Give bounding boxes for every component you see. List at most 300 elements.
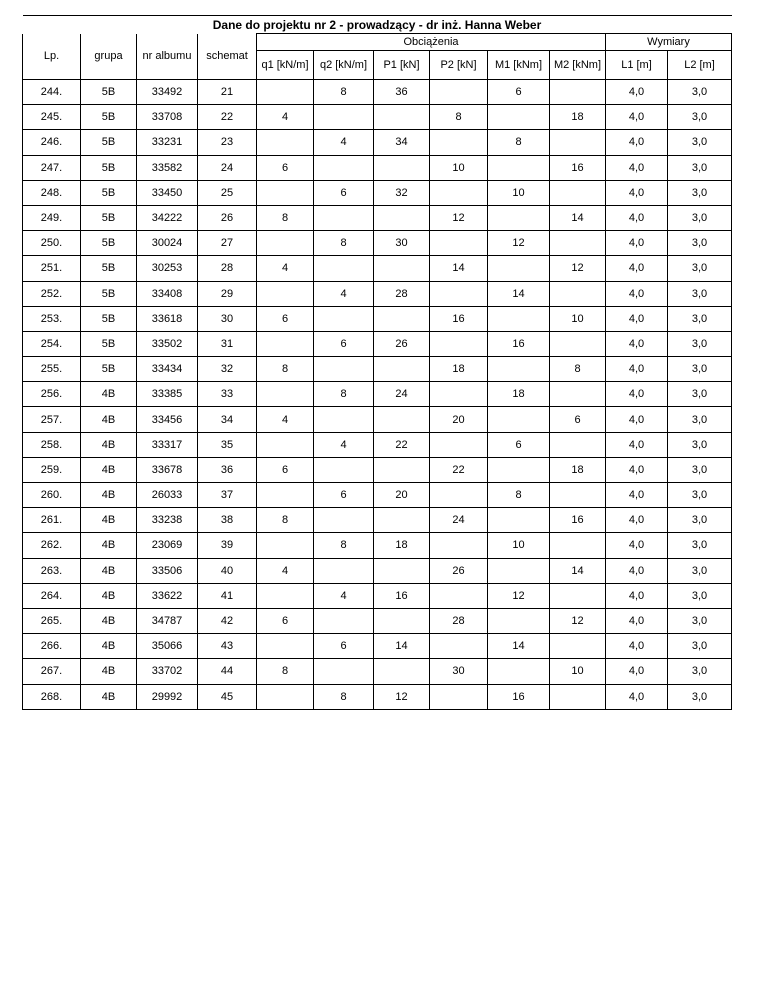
- cell-m1: 12: [488, 583, 550, 608]
- cell-p2: [430, 483, 488, 508]
- cell-q2: [314, 457, 374, 482]
- cell-nr-albumu: 33450: [137, 180, 198, 205]
- cell-q2: 6: [314, 483, 374, 508]
- cell-nr-albumu: 33317: [137, 432, 198, 457]
- cell-p1: 26: [374, 331, 430, 356]
- cell-grupa: 4B: [81, 533, 137, 558]
- cell-l1: 4,0: [606, 205, 668, 230]
- cell-m2: [550, 634, 606, 659]
- cell-q2: 6: [314, 634, 374, 659]
- cell-q1: 4: [257, 558, 314, 583]
- table-row: [23, 558, 732, 583]
- cell-grupa: 4B: [81, 684, 137, 709]
- cell-grupa: 5B: [81, 180, 137, 205]
- table-row: [23, 281, 732, 306]
- cell-schemat: 40: [198, 558, 257, 583]
- cell-p2: [430, 634, 488, 659]
- cell-grupa: 4B: [81, 583, 137, 608]
- cell-l2: 3,0: [668, 407, 732, 432]
- cell-schemat: 35: [198, 432, 257, 457]
- table-row: [23, 684, 732, 709]
- cell-p1: 32: [374, 180, 430, 205]
- cell-l1: 4,0: [606, 533, 668, 558]
- cell-q2: [314, 306, 374, 331]
- cell-m2: 18: [550, 457, 606, 482]
- cell-m2: 10: [550, 306, 606, 331]
- cell-q2: 6: [314, 331, 374, 356]
- cell-m1: 10: [488, 180, 550, 205]
- cell-q1: 8: [257, 205, 314, 230]
- cell-q1: 8: [257, 508, 314, 533]
- cell-lp: 245.: [23, 105, 81, 130]
- cell-m2: [550, 533, 606, 558]
- cell-lp: 247.: [23, 155, 81, 180]
- cell-p1: 24: [374, 382, 430, 407]
- cell-l2: 3,0: [668, 457, 732, 482]
- cell-p2: 30: [430, 659, 488, 684]
- cell-p2: [430, 583, 488, 608]
- cell-p1: [374, 508, 430, 533]
- group-header-loads: Obciążenia: [257, 34, 606, 51]
- cell-l1: 4,0: [606, 432, 668, 457]
- cell-p2: 18: [430, 357, 488, 382]
- cell-grupa: 5B: [81, 130, 137, 155]
- cell-lp: 246.: [23, 130, 81, 155]
- cell-m1: [488, 659, 550, 684]
- cell-p1: 36: [374, 80, 430, 105]
- cell-q2: 4: [314, 432, 374, 457]
- cell-m2: [550, 231, 606, 256]
- cell-grupa: 5B: [81, 231, 137, 256]
- cell-lp: 261.: [23, 508, 81, 533]
- cell-p2: 22: [430, 457, 488, 482]
- cell-m2: [550, 281, 606, 306]
- cell-p2: 26: [430, 558, 488, 583]
- cell-p1: [374, 407, 430, 432]
- cell-p2: [430, 180, 488, 205]
- cell-l2: 3,0: [668, 256, 732, 281]
- cell-l2: 3,0: [668, 533, 732, 558]
- table-row: [23, 432, 732, 457]
- cell-q1: [257, 331, 314, 356]
- cell-p1: 28: [374, 281, 430, 306]
- cell-q1: 6: [257, 608, 314, 633]
- cell-schemat: 44: [198, 659, 257, 684]
- cell-p1: 14: [374, 634, 430, 659]
- cell-q2: [314, 608, 374, 633]
- cell-p2: [430, 281, 488, 306]
- cell-l1: 4,0: [606, 180, 668, 205]
- cell-nr-albumu: 29992: [137, 684, 198, 709]
- cell-l2: 3,0: [668, 105, 732, 130]
- cell-schemat: 43: [198, 634, 257, 659]
- data-sheet: [22, 15, 731, 710]
- table-row: [23, 306, 732, 331]
- cell-grupa: 5B: [81, 105, 137, 130]
- cell-m1: [488, 105, 550, 130]
- cell-l2: 3,0: [668, 80, 732, 105]
- cell-l1: 4,0: [606, 508, 668, 533]
- cell-p1: 18: [374, 533, 430, 558]
- cell-nr-albumu: 33492: [137, 80, 198, 105]
- cell-l2: 3,0: [668, 432, 732, 457]
- cell-p1: [374, 105, 430, 130]
- cell-l1: 4,0: [606, 105, 668, 130]
- cell-nr-albumu: 34787: [137, 608, 198, 633]
- cell-l1: 4,0: [606, 130, 668, 155]
- table-row: [23, 80, 732, 105]
- cell-m1: [488, 306, 550, 331]
- cell-m2: 10: [550, 659, 606, 684]
- cell-m2: [550, 483, 606, 508]
- cell-lp: 250.: [23, 231, 81, 256]
- cell-p2: 24: [430, 508, 488, 533]
- cell-nr-albumu: 33702: [137, 659, 198, 684]
- cell-schemat: 31: [198, 331, 257, 356]
- cell-m1: 18: [488, 382, 550, 407]
- cell-m1: 16: [488, 331, 550, 356]
- cell-p2: [430, 331, 488, 356]
- col-header-q1: q1 [kN/m]: [257, 51, 314, 80]
- cell-m2: 12: [550, 256, 606, 281]
- table-row: [23, 382, 732, 407]
- cell-grupa: 4B: [81, 508, 137, 533]
- cell-p2: [430, 432, 488, 457]
- cell-lp: 251.: [23, 256, 81, 281]
- cell-grupa: 4B: [81, 407, 137, 432]
- cell-p2: [430, 382, 488, 407]
- cell-q2: 8: [314, 533, 374, 558]
- table-row: [23, 331, 732, 356]
- cell-p1: [374, 357, 430, 382]
- cell-l1: 4,0: [606, 684, 668, 709]
- cell-m2: 8: [550, 357, 606, 382]
- cell-nr-albumu: 33708: [137, 105, 198, 130]
- cell-p2: 28: [430, 608, 488, 633]
- cell-q1: [257, 483, 314, 508]
- cell-q1: [257, 533, 314, 558]
- cell-m1: [488, 457, 550, 482]
- table-row: [23, 533, 732, 558]
- cell-nr-albumu: 33622: [137, 583, 198, 608]
- table-row: [23, 608, 732, 633]
- cell-q2: 4: [314, 281, 374, 306]
- cell-schemat: 24: [198, 155, 257, 180]
- cell-p1: 12: [374, 684, 430, 709]
- cell-m2: [550, 583, 606, 608]
- cell-m1: [488, 508, 550, 533]
- cell-m1: [488, 407, 550, 432]
- cell-m2: 14: [550, 558, 606, 583]
- table-row: [23, 231, 732, 256]
- cell-l2: 3,0: [668, 583, 732, 608]
- cell-p2: 16: [430, 306, 488, 331]
- col-header-q2: q2 [kN/m]: [314, 51, 374, 80]
- cell-grupa: 4B: [81, 608, 137, 633]
- cell-m2: [550, 130, 606, 155]
- cell-l1: 4,0: [606, 256, 668, 281]
- cell-schemat: 27: [198, 231, 257, 256]
- cell-schemat: 36: [198, 457, 257, 482]
- cell-l2: 3,0: [668, 306, 732, 331]
- col-header-m2: M2 [kNm]: [550, 51, 606, 80]
- cell-q1: 4: [257, 407, 314, 432]
- cell-q2: [314, 357, 374, 382]
- cell-m1: [488, 608, 550, 633]
- cell-grupa: 4B: [81, 382, 137, 407]
- cell-grupa: 4B: [81, 457, 137, 482]
- cell-grupa: 4B: [81, 432, 137, 457]
- page-title: Dane do projektu nr 2 - prowadzący - dr inż. Hanna Weber: [23, 16, 732, 34]
- cell-q1: [257, 130, 314, 155]
- cell-l1: 4,0: [606, 155, 668, 180]
- cell-l2: 3,0: [668, 483, 732, 508]
- cell-l1: 4,0: [606, 80, 668, 105]
- cell-q1: 8: [257, 659, 314, 684]
- cell-l1: 4,0: [606, 583, 668, 608]
- project-data-table: [22, 15, 732, 710]
- cell-q2: [314, 407, 374, 432]
- cell-p1: 30: [374, 231, 430, 256]
- table-body: [23, 80, 732, 710]
- cell-schemat: 38: [198, 508, 257, 533]
- cell-l1: 4,0: [606, 331, 668, 356]
- cell-p2: 12: [430, 205, 488, 230]
- cell-q2: [314, 508, 374, 533]
- cell-schemat: 41: [198, 583, 257, 608]
- cell-p2: 20: [430, 407, 488, 432]
- cell-l2: 3,0: [668, 608, 732, 633]
- cell-q2: [314, 659, 374, 684]
- cell-nr-albumu: 33502: [137, 331, 198, 356]
- cell-p1: [374, 608, 430, 633]
- cell-grupa: 5B: [81, 281, 137, 306]
- cell-m2: [550, 432, 606, 457]
- cell-m2: [550, 331, 606, 356]
- cell-lp: 259.: [23, 457, 81, 482]
- cell-grupa: 5B: [81, 205, 137, 230]
- cell-l2: 3,0: [668, 558, 732, 583]
- cell-lp: 257.: [23, 407, 81, 432]
- cell-nr-albumu: 33408: [137, 281, 198, 306]
- cell-p2: [430, 231, 488, 256]
- table-row: [23, 457, 732, 482]
- cell-nr-albumu: 33385: [137, 382, 198, 407]
- cell-lp: 244.: [23, 80, 81, 105]
- cell-schemat: 33: [198, 382, 257, 407]
- cell-q1: [257, 180, 314, 205]
- cell-lp: 262.: [23, 533, 81, 558]
- cell-l1: 4,0: [606, 634, 668, 659]
- cell-q2: 6: [314, 180, 374, 205]
- cell-p1: 22: [374, 432, 430, 457]
- cell-q1: [257, 432, 314, 457]
- table-row: [23, 357, 732, 382]
- table-row: [23, 256, 732, 281]
- cell-q1: 4: [257, 105, 314, 130]
- cell-schemat: 28: [198, 256, 257, 281]
- cell-l1: 4,0: [606, 382, 668, 407]
- cell-q1: [257, 583, 314, 608]
- cell-lp: 263.: [23, 558, 81, 583]
- cell-nr-albumu: 35066: [137, 634, 198, 659]
- cell-nr-albumu: 33582: [137, 155, 198, 180]
- cell-l2: 3,0: [668, 231, 732, 256]
- cell-p2: 10: [430, 155, 488, 180]
- cell-m2: 14: [550, 205, 606, 230]
- cell-p1: 16: [374, 583, 430, 608]
- cell-m1: 14: [488, 281, 550, 306]
- cell-q1: [257, 634, 314, 659]
- cell-q1: 6: [257, 306, 314, 331]
- cell-schemat: 32: [198, 357, 257, 382]
- cell-grupa: 5B: [81, 357, 137, 382]
- cell-m1: [488, 357, 550, 382]
- cell-l1: 4,0: [606, 407, 668, 432]
- col-header-m1: M1 [kNm]: [488, 51, 550, 80]
- cell-p1: [374, 205, 430, 230]
- table-row: [23, 180, 732, 205]
- cell-m2: [550, 80, 606, 105]
- cell-m1: [488, 205, 550, 230]
- cell-nr-albumu: 30253: [137, 256, 198, 281]
- cell-p1: [374, 457, 430, 482]
- cell-p2: [430, 130, 488, 155]
- cell-l2: 3,0: [668, 357, 732, 382]
- table-row: [23, 634, 732, 659]
- cell-lp: 248.: [23, 180, 81, 205]
- cell-nr-albumu: 33506: [137, 558, 198, 583]
- cell-q1: [257, 382, 314, 407]
- cell-m1: 16: [488, 684, 550, 709]
- col-header-p2: P2 [kN]: [430, 51, 488, 80]
- cell-lp: 258.: [23, 432, 81, 457]
- col-header-p1: P1 [kN]: [374, 51, 430, 80]
- cell-grupa: 4B: [81, 558, 137, 583]
- cell-m1: 10: [488, 533, 550, 558]
- col-header-l1: L1 [m]: [606, 51, 668, 80]
- cell-p1: [374, 155, 430, 180]
- cell-lp: 254.: [23, 331, 81, 356]
- cell-p1: 34: [374, 130, 430, 155]
- cell-schemat: 39: [198, 533, 257, 558]
- cell-lp: 260.: [23, 483, 81, 508]
- cell-m2: [550, 180, 606, 205]
- cell-q1: 6: [257, 155, 314, 180]
- cell-grupa: 5B: [81, 155, 137, 180]
- cell-schemat: 25: [198, 180, 257, 205]
- cell-l1: 4,0: [606, 558, 668, 583]
- cell-l1: 4,0: [606, 231, 668, 256]
- cell-l2: 3,0: [668, 180, 732, 205]
- cell-nr-albumu: 33618: [137, 306, 198, 331]
- cell-lp: 264.: [23, 583, 81, 608]
- cell-lp: 267.: [23, 659, 81, 684]
- cell-l2: 3,0: [668, 659, 732, 684]
- cell-lp: 255.: [23, 357, 81, 382]
- cell-q1: [257, 684, 314, 709]
- col-header-nr-albumu: nr albumu: [137, 34, 198, 80]
- cell-nr-albumu: 33231: [137, 130, 198, 155]
- cell-q2: [314, 558, 374, 583]
- cell-m1: 6: [488, 80, 550, 105]
- cell-schemat: 26: [198, 205, 257, 230]
- cell-l2: 3,0: [668, 684, 732, 709]
- cell-l2: 3,0: [668, 331, 732, 356]
- cell-l1: 4,0: [606, 281, 668, 306]
- cell-l2: 3,0: [668, 205, 732, 230]
- cell-p2: [430, 684, 488, 709]
- cell-lp: 266.: [23, 634, 81, 659]
- cell-m1: 12: [488, 231, 550, 256]
- cell-schemat: 42: [198, 608, 257, 633]
- cell-nr-albumu: 34222: [137, 205, 198, 230]
- cell-nr-albumu: 30024: [137, 231, 198, 256]
- cell-m2: 6: [550, 407, 606, 432]
- cell-grupa: 5B: [81, 306, 137, 331]
- cell-l2: 3,0: [668, 281, 732, 306]
- cell-m1: [488, 155, 550, 180]
- cell-l2: 3,0: [668, 382, 732, 407]
- table-row: [23, 155, 732, 180]
- cell-q2: [314, 105, 374, 130]
- cell-l1: 4,0: [606, 306, 668, 331]
- cell-m1: 14: [488, 634, 550, 659]
- cell-m2: 18: [550, 105, 606, 130]
- cell-lp: 265.: [23, 608, 81, 633]
- cell-q2: 8: [314, 80, 374, 105]
- cell-nr-albumu: 33238: [137, 508, 198, 533]
- cell-grupa: 5B: [81, 331, 137, 356]
- cell-q1: [257, 80, 314, 105]
- col-header-l2: L2 [m]: [668, 51, 732, 80]
- cell-schemat: 34: [198, 407, 257, 432]
- cell-p1: [374, 256, 430, 281]
- table-row: [23, 583, 732, 608]
- cell-p2: [430, 80, 488, 105]
- cell-lp: 252.: [23, 281, 81, 306]
- cell-p2: 14: [430, 256, 488, 281]
- cell-grupa: 4B: [81, 634, 137, 659]
- cell-schemat: 37: [198, 483, 257, 508]
- cell-nr-albumu: 26033: [137, 483, 198, 508]
- cell-lp: 268.: [23, 684, 81, 709]
- group-header-dimensions: Wymiary: [606, 34, 732, 51]
- cell-l2: 3,0: [668, 634, 732, 659]
- cell-lp: 256.: [23, 382, 81, 407]
- cell-grupa: 5B: [81, 80, 137, 105]
- cell-schemat: 30: [198, 306, 257, 331]
- cell-q2: 8: [314, 231, 374, 256]
- cell-l2: 3,0: [668, 155, 732, 180]
- cell-m1: [488, 558, 550, 583]
- cell-m2: 16: [550, 155, 606, 180]
- table-row: [23, 105, 732, 130]
- cell-p1: [374, 306, 430, 331]
- cell-schemat: 45: [198, 684, 257, 709]
- cell-m2: 12: [550, 608, 606, 633]
- cell-l2: 3,0: [668, 130, 732, 155]
- cell-q2: 8: [314, 382, 374, 407]
- table-row: [23, 508, 732, 533]
- cell-q1: 8: [257, 357, 314, 382]
- cell-q2: 4: [314, 583, 374, 608]
- table-row: [23, 407, 732, 432]
- cell-p1: [374, 558, 430, 583]
- cell-m1: 6: [488, 432, 550, 457]
- col-header-schemat: schemat: [198, 34, 257, 80]
- table-row: [23, 130, 732, 155]
